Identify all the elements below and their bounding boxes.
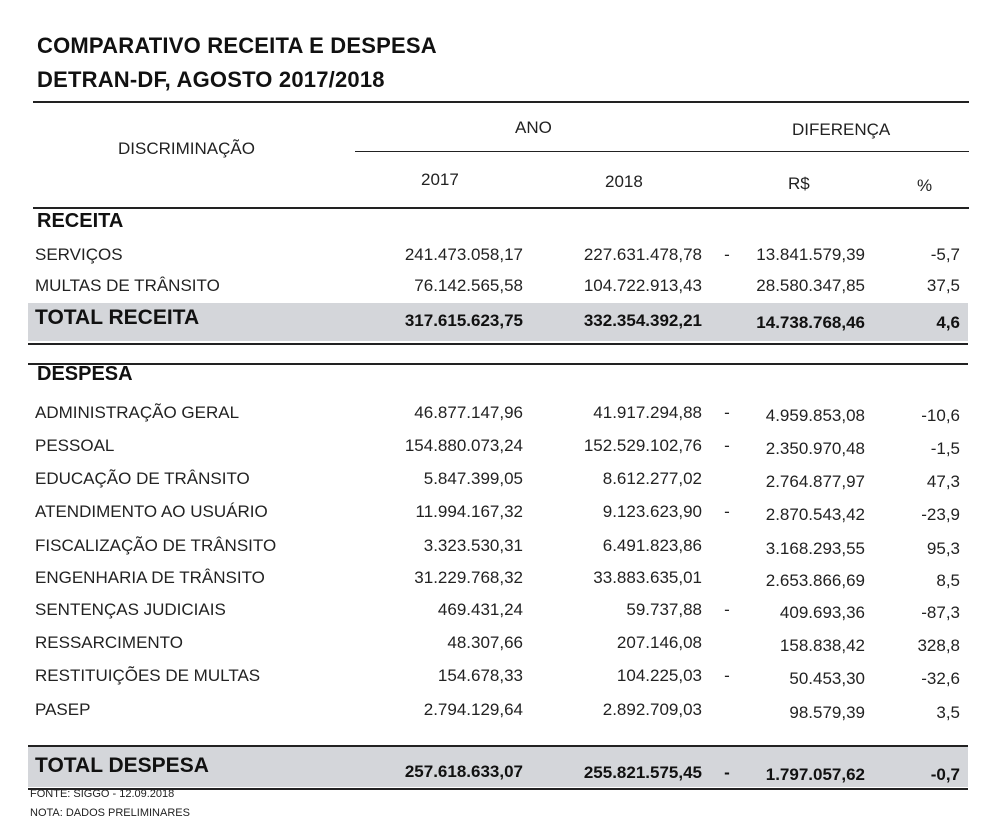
table-row <box>0 469 1000 499</box>
value-2017: 31.229.768,32 <box>414 568 523 587</box>
header-ano: ANO <box>515 118 552 137</box>
table-row <box>0 502 1000 532</box>
diff-percent: -23,9 <box>921 505 960 524</box>
value-2018: 33.883.635,01 <box>593 568 702 587</box>
report-title-line1: COMPARATIVO RECEITA E DESPESA <box>37 33 437 58</box>
diff-value: 98.579,39 <box>789 703 865 722</box>
row-label: FISCALIZAÇÃO DE TRÂNSITO <box>35 536 277 555</box>
header-subrule <box>355 151 969 152</box>
header-discriminacao: DISCRIMINAÇÃO <box>118 139 255 158</box>
table-row <box>0 600 1000 630</box>
value-2017: 154.880.073,24 <box>404 436 523 455</box>
despesa-top-rule <box>28 363 968 365</box>
diff-percent: 3,5 <box>936 703 960 722</box>
diff-percent: -5,7 <box>930 245 960 264</box>
report-title-line2: DETRAN-DF, AGOSTO 2017/2018 <box>37 67 385 92</box>
row-label: ATENDIMENTO AO USUÁRIO <box>35 502 268 521</box>
row-label: SENTENÇAS JUDICIAIS <box>35 600 226 619</box>
row-label: RESSARCIMENTO <box>35 633 183 652</box>
total-value-2018: 332.354.392,21 <box>583 311 702 330</box>
negative-sign: - <box>724 502 730 521</box>
table-row <box>0 536 1000 566</box>
total-despesa-row <box>0 754 1000 784</box>
value-2017: 11.994.167,32 <box>415 502 523 521</box>
total-value-2018: 255.821.575,45 <box>583 763 702 782</box>
value-2018: 104.225,03 <box>616 666 702 685</box>
diff-value: 2.764.877,97 <box>765 472 865 491</box>
diff-percent: -1,5 <box>930 439 960 458</box>
diff-percent: 328,8 <box>917 636 960 655</box>
value-2018: 2.892.709,03 <box>602 700 702 719</box>
value-2017: 48.307,66 <box>447 633 523 652</box>
header-pct: % <box>917 176 933 195</box>
value-2018: 8.612.277,02 <box>602 469 702 488</box>
footnote-note: NOTA: DADOS PRELIMINARES <box>30 807 190 819</box>
negative-sign: - <box>724 436 730 455</box>
header-diferenca: DIFERENÇA <box>792 120 891 139</box>
diff-value: 2.870.543,42 <box>765 505 865 524</box>
table-row <box>0 700 1000 730</box>
table-row <box>0 436 1000 466</box>
section-receita: RECEITA <box>37 210 124 232</box>
negative-sign: - <box>724 763 730 782</box>
diff-value: 409.693,36 <box>779 603 865 622</box>
negative-sign: - <box>724 245 730 264</box>
diff-value: 4.959.853,08 <box>765 406 865 425</box>
total-receita-label: TOTAL RECEITA <box>35 306 200 329</box>
row-label: ADMINISTRAÇÃO GERAL <box>35 403 240 422</box>
diff-value: 50.453,30 <box>789 669 865 688</box>
total-value-2017: 317.615.623,75 <box>404 311 523 330</box>
diff-percent: 8,5 <box>936 571 960 590</box>
header-rs: R$ <box>788 174 810 193</box>
negative-sign: - <box>724 403 730 422</box>
top-rule <box>33 101 969 103</box>
table-row <box>0 276 1000 306</box>
total-diff-percent: -0,7 <box>930 765 960 784</box>
header-2018: 2018 <box>605 172 643 191</box>
total-despesa-label: TOTAL DESPESA <box>35 754 209 777</box>
value-2017: 2.794.129,64 <box>423 700 523 719</box>
value-2017: 241.473.058,17 <box>404 245 523 264</box>
value-2017: 76.142.565,58 <box>414 276 523 295</box>
row-label: EDUCAÇÃO DE TRÂNSITO <box>35 469 250 488</box>
table-row <box>0 245 1000 275</box>
table-row <box>0 403 1000 433</box>
diff-value: 3.168.293,55 <box>765 539 865 558</box>
row-label: SERVIÇOS <box>35 245 123 264</box>
header-2017: 2017 <box>421 170 459 189</box>
total-receita-row <box>0 306 1000 336</box>
value-2017: 3.323.530,31 <box>423 536 523 555</box>
diff-value: 13.841.579,39 <box>756 245 865 264</box>
value-2017: 46.877.147,96 <box>414 403 523 422</box>
diff-percent: 47,3 <box>926 472 960 491</box>
total-diff-value: 1.797.057,62 <box>765 765 865 784</box>
value-2017: 5.847.399,05 <box>423 469 523 488</box>
row-label: ENGENHARIA DE TRÂNSITO <box>35 568 265 587</box>
row-label: RESTITUIÇÕES DE MULTAS <box>35 666 261 685</box>
diff-value: 2.653.866,69 <box>765 571 865 590</box>
receita-bottom-rule <box>28 343 968 345</box>
diff-value: 2.350.970,48 <box>765 439 865 458</box>
diff-value: 28.580.347,85 <box>756 276 865 295</box>
value-2018: 104.722.913,43 <box>583 276 702 295</box>
value-2018: 9.123.623,90 <box>602 502 702 521</box>
row-label: PASEP <box>35 700 91 719</box>
value-2017: 154.678,33 <box>437 666 523 685</box>
value-2017: 469.431,24 <box>437 600 523 619</box>
value-2018: 41.917.294,88 <box>593 403 702 422</box>
total-diff-value: 14.738.768,46 <box>756 313 865 332</box>
section-despesa: DESPESA <box>37 363 133 385</box>
row-label: MULTAS DE TRÂNSITO <box>35 276 220 295</box>
negative-sign: - <box>724 600 730 619</box>
value-2018: 6.491.823,86 <box>602 536 702 555</box>
header-bottom-rule <box>33 207 969 209</box>
value-2018: 207.146,08 <box>616 633 702 652</box>
value-2018: 59.737,88 <box>626 600 702 619</box>
total-value-2017: 257.618.633,07 <box>404 762 523 781</box>
table-row <box>0 666 1000 696</box>
diff-percent: -87,3 <box>921 603 960 622</box>
diff-percent: -32,6 <box>921 669 960 688</box>
value-2018: 227.631.478,78 <box>583 245 702 264</box>
table-row <box>0 568 1000 598</box>
table-row <box>0 633 1000 663</box>
diff-percent: 37,5 <box>926 276 960 295</box>
row-label: PESSOAL <box>35 436 115 455</box>
diff-value: 158.838,42 <box>779 636 865 655</box>
total-diff-percent: 4,6 <box>936 313 960 332</box>
footnote-source: FONTE: SIGGO - 12.09.2018 <box>30 788 175 800</box>
diff-percent: 95,3 <box>926 539 960 558</box>
value-2018: 152.529.102,76 <box>583 436 702 455</box>
negative-sign: - <box>724 666 730 685</box>
diff-percent: -10,6 <box>921 406 960 425</box>
